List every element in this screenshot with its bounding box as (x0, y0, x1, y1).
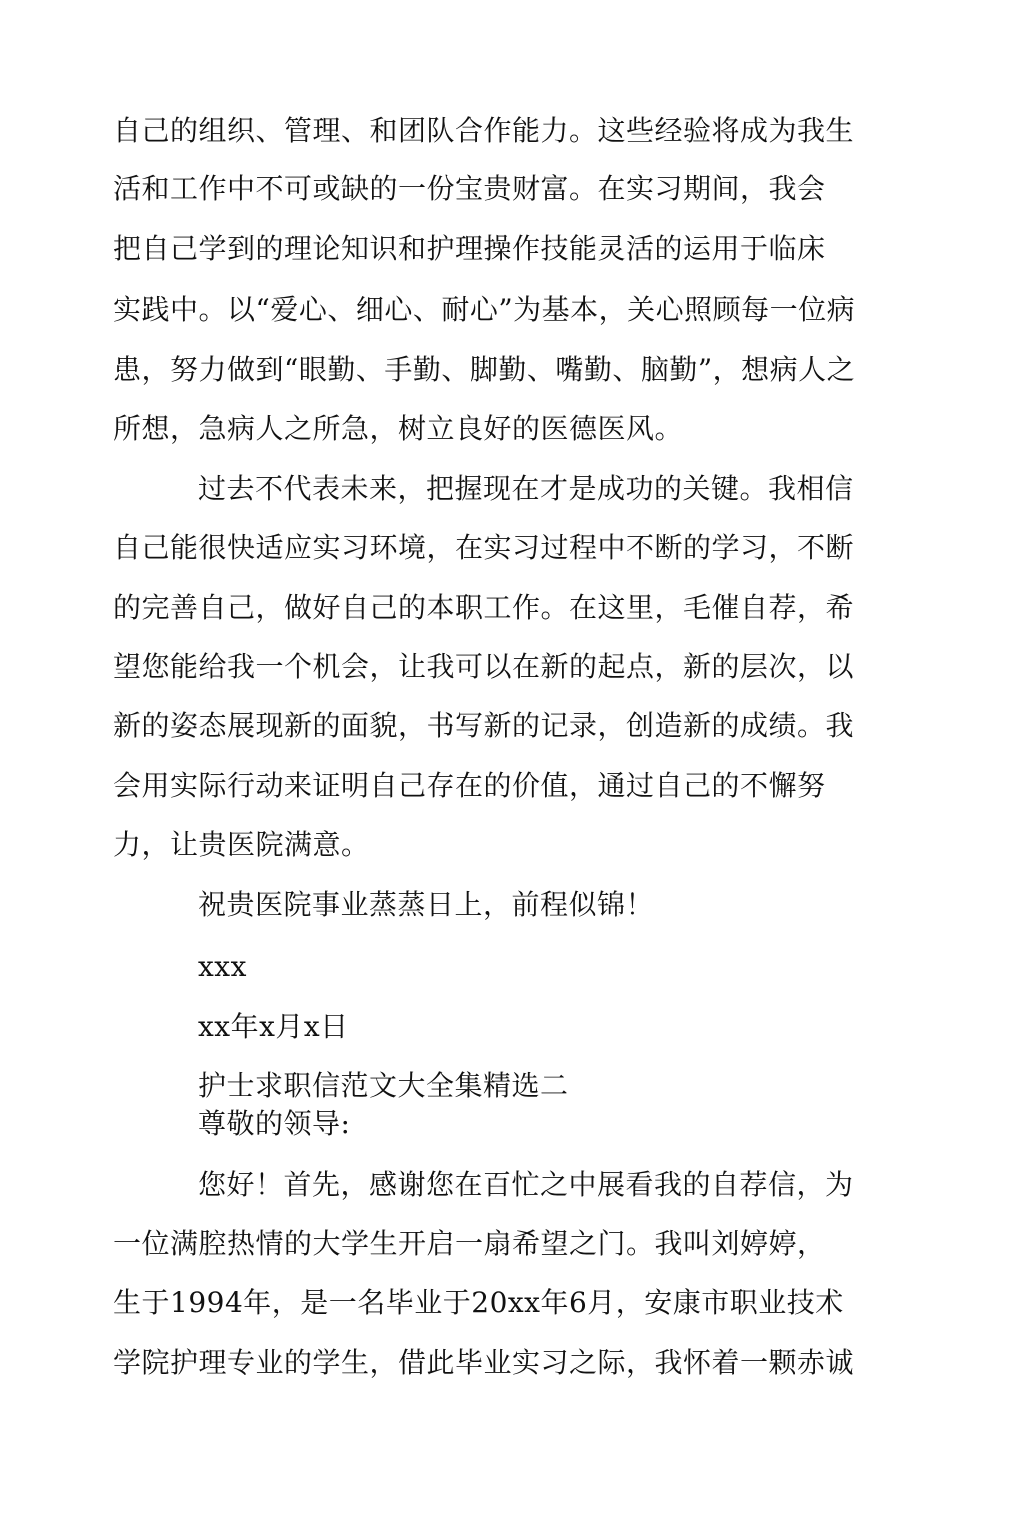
text-line: 力，让贵医院满意。 (113, 828, 370, 861)
text-line: 会用实际行动来证明自己存在的价值，通过自己的不懈努 (113, 769, 826, 802)
salutation: 尊敬的领导: (198, 1107, 351, 1140)
signature-name: xxx (198, 950, 247, 983)
text-line: 望您能给我一个机会，让我可以在新的起点，新的层次，以 (113, 650, 855, 683)
closing-wish: 祝贵医院事业蒸蒸日上，前程似锦！ (198, 888, 655, 921)
text-line: 自己的组织、管理、和团队合作能力。这些经验将成为我生 (113, 114, 855, 147)
paragraph-first-line: 您好！首先，感谢您在百忙之中展看我的自荐信，为 (198, 1168, 854, 1201)
text-line: 实践中。以“爱心、细心、耐心”为基本，关心照顾每一位病 (113, 293, 856, 326)
text-line: 新的姿态展现新的面貌，书写新的记录，创造新的成绩。我 (113, 709, 855, 742)
text-line: 把自己学到的理论知识和护理操作技能灵活的运用于临床 (113, 232, 826, 265)
text-line: 活和工作中不可或缺的一份宝贵财富。在实习期间，我会 (113, 172, 826, 205)
text-line: 学院护理专业的学生，借此毕业实习之际，我怀着一颗赤诚 (113, 1346, 855, 1379)
text-line: 一位满腔热情的大学生开启一扇希望之门。我叫刘婷婷， (113, 1227, 826, 1260)
text-line: 患，努力做到“眼勤、手勤、脚勤、嘴勤、脑勤”，想病人之 (113, 353, 856, 386)
text-line: 生于1994年，是一名毕业于20xx年6月，安康市职业技术 (113, 1286, 844, 1319)
text-line: 所想，急病人之所急，树立良好的医德医风。 (113, 412, 684, 445)
signature-date: xx年x月x日 (198, 1010, 349, 1043)
text-line: 自己能很快适应实习环境，在实习过程中不断的学习，不断 (113, 531, 855, 564)
text-line: 的完善自己，做好自己的本职工作。在这里，毛催自荐，希 (113, 591, 855, 624)
section-title: 护士求职信范文大全集精选二 (198, 1069, 569, 1102)
paragraph-first-line: 过去不代表未来，把握现在才是成功的关键。我相信 (198, 472, 854, 505)
